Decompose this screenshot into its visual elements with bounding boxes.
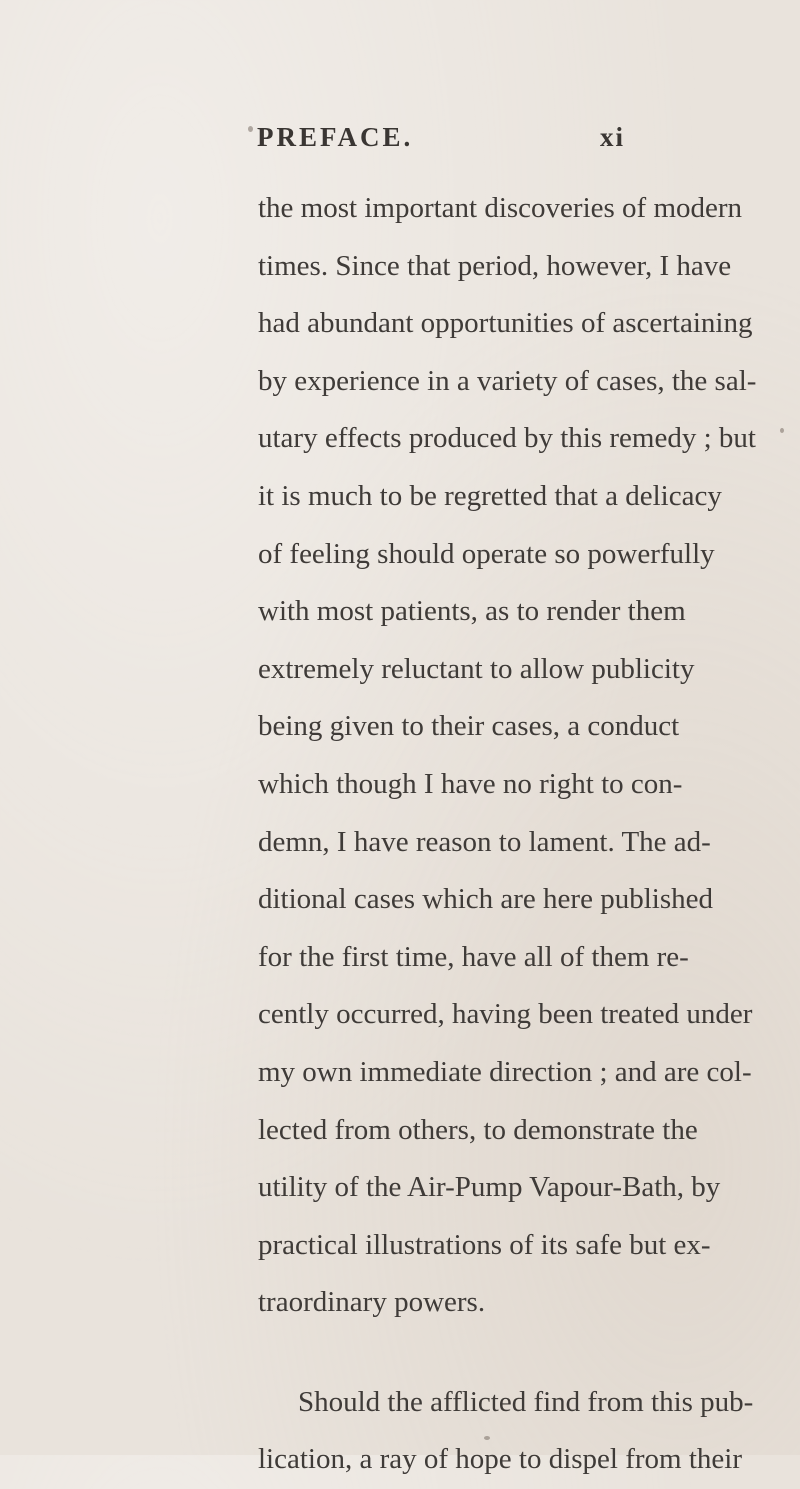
text-line: for the first time, have all of them re-	[258, 940, 689, 973]
text-line: utary effects produced by this remedy ; but	[258, 422, 756, 455]
ink-speck	[780, 428, 784, 433]
text-line: which though I have no right to con-	[258, 767, 683, 800]
text-line: utility of the Air-Pump Vapour-Bath, by	[258, 1171, 721, 1204]
page-number: xi	[600, 122, 626, 152]
page-header	[0, 122, 800, 172]
text-line: times. Since that period, however, I have	[258, 249, 732, 282]
text-line: being given to their cases, a conduct	[258, 710, 680, 743]
text-line: lected from others, to demonstrate the	[258, 1113, 698, 1146]
paragraph	[258, 180, 757, 1332]
text-line: of feeling should operate so powerfully	[258, 537, 715, 570]
text-line: had abundant opportunities of ascertaining	[258, 307, 753, 340]
text-line: lication, a ray of hope to dispel from their	[258, 1443, 742, 1476]
paragraph-gap	[258, 1332, 654, 1374]
text-line: extremely reluctant to allow publicity	[258, 652, 695, 685]
body-text	[258, 180, 757, 1489]
text-line: ditional cases which are here published	[258, 883, 713, 916]
paragraph	[258, 1374, 754, 1489]
text-line: cently occurred, having been treated under	[258, 998, 753, 1031]
text-line: the most important discoveries of modern	[258, 192, 743, 224]
text-line: with most patients, as to render them	[258, 595, 686, 628]
text-line: Should the afflicted find from this pub-	[298, 1385, 754, 1418]
text-line: traordinary powers.	[258, 1286, 486, 1319]
text-line: my own immediate direction ; and are col-	[258, 1055, 752, 1088]
text-line: it is much to be regretted that a delicacy	[258, 479, 722, 512]
running-title: PREFACE.	[257, 122, 414, 152]
text-line: by experience in a variety of cases, the sal-	[258, 364, 757, 397]
text-line: demn, I have reason to lament. The ad-	[258, 825, 711, 858]
text-line: practical illustrations of its safe but ex-	[258, 1228, 711, 1261]
